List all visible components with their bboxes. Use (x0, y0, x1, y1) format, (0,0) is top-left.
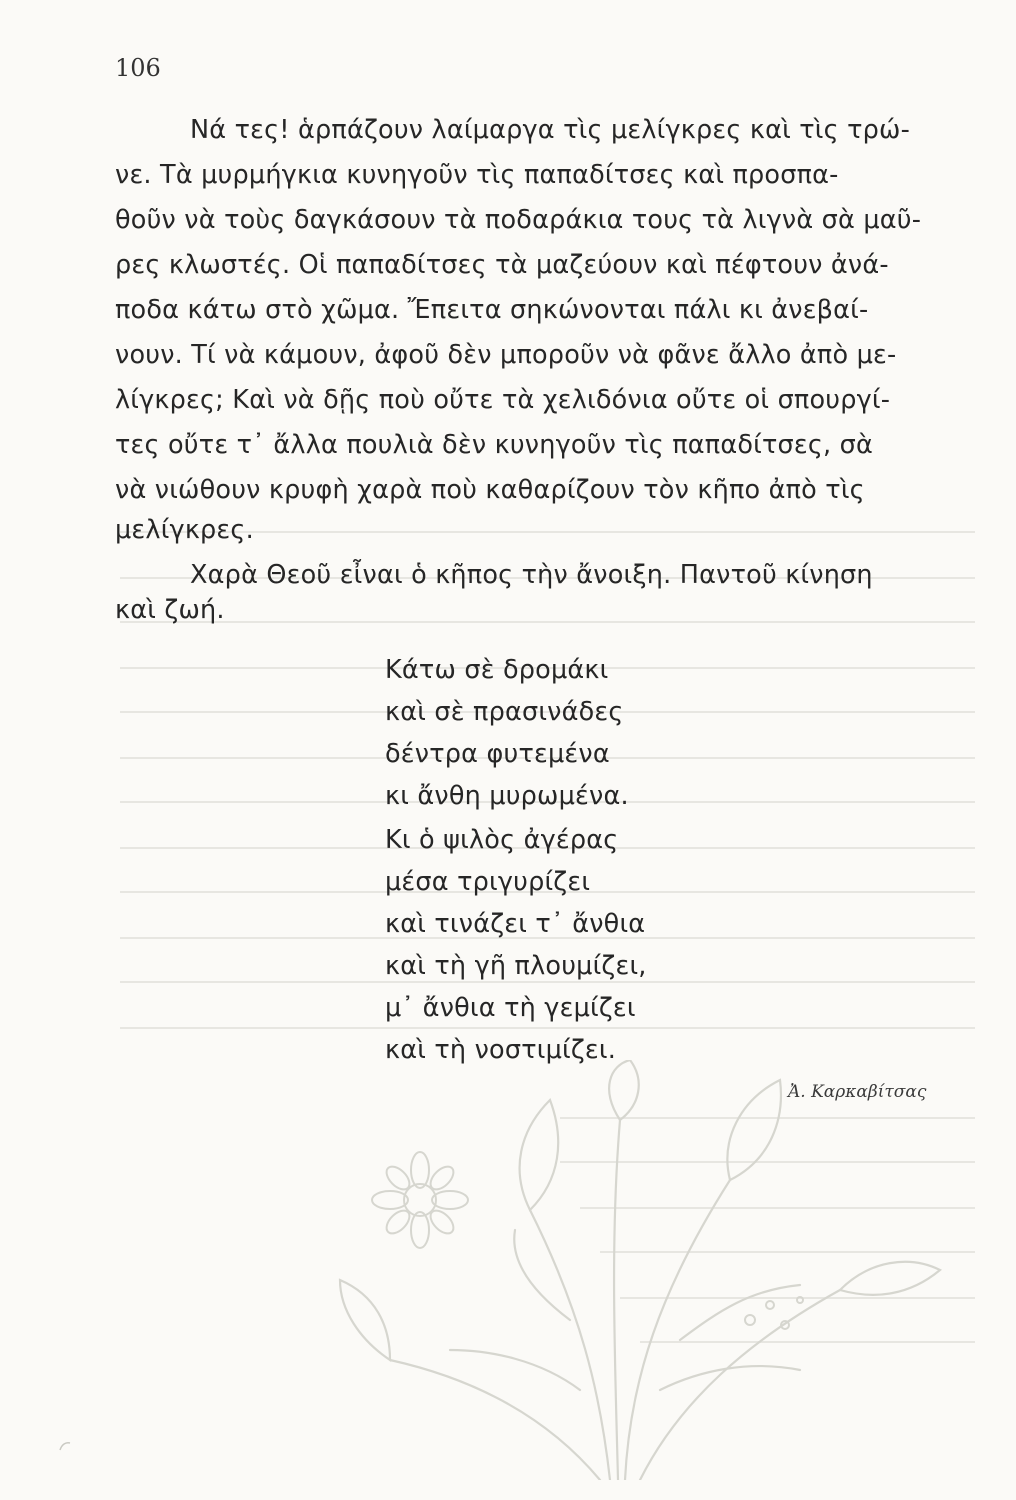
prose-line: Χαρὰ Θεοῦ εἶναι ὁ κῆπος τὴν ἄνοιξη. Παντοῦ κίνηση (190, 560, 873, 590)
prose-line: νε. Τὰ μυρμήγκια κυνηγοῦν τὶς παπαδίτσες καὶ προσπα- (115, 160, 839, 190)
poem-attribution: Ἀ. Καρκαβίτσας (788, 1082, 927, 1102)
page-number: 106 (115, 54, 161, 82)
prose-line: μελίγκρες. (115, 515, 254, 545)
corner-speck (58, 1440, 72, 1452)
prose-line: Νά τες! ἁρπάζουν λαίμαργα τὶς μελίγκρες καὶ τὶς τρώ- (190, 115, 910, 145)
prose-line: ρες κλωστές. Οἱ παπαδίτσες τὰ μαζεύουν καὶ πέφτουν ἀνά- (115, 250, 889, 280)
poem-line: δέντρα φυτεμένα (385, 739, 610, 769)
poem-line: κι ἄνθη μυρωμένα. (385, 781, 629, 811)
poem-line: Κι ὁ ψιλὸς ἀγέρας (385, 825, 619, 855)
poem-line: καὶ τινάζει τ᾽ ἄνθια (385, 909, 646, 939)
poem-line: μέσα τριγυρίζει (385, 867, 591, 897)
prose-line: νουν. Τί νὰ κάμουν, ἀφοῦ δὲν μποροῦν νὰ φᾶνε ἄλλο ἀπὸ με- (115, 340, 897, 370)
prose-line: τες οὔτε τ᾽ ἄλλα πουλιὰ δὲν κυνηγοῦν τὶς παπαδίτσες, σὰ (115, 430, 874, 460)
prose-line: νὰ νιώθουν κρυφὴ χαρὰ ποὺ καθαρίζουν τὸν κῆπο ἀπὸ τὶς (115, 475, 865, 505)
prose-line: θοῦν νὰ τοὺς δαγκάσουν τὰ ποδαράκια τους τὰ λιγνὰ σὰ μαῦ- (115, 205, 922, 235)
prose-line: ποδα κάτω στὸ χῶμα. Ἔπειτα σηκώνονται πάλι κι ἀνεβαί- (115, 295, 869, 325)
poem-line: καὶ σὲ πρασινάδες (385, 697, 624, 727)
floral-illustration (280, 1060, 980, 1480)
prose-line: λίγκρες; Καὶ νὰ δῇς ποὺ οὔτε τὰ χελιδόνια οὔτε οἱ σπουργί- (115, 385, 891, 415)
poem-line: Κάτω σὲ δρομάκι (385, 655, 609, 685)
poem-line: μ᾽ ἄνθια τὴ γεμίζει (385, 993, 636, 1023)
prose-line: καὶ ζωή. (115, 595, 225, 625)
poem-line: καὶ τὴ γῆ πλουμίζει, (385, 951, 647, 981)
poem-line: καὶ τὴ νοστιμίζει. (385, 1035, 617, 1065)
